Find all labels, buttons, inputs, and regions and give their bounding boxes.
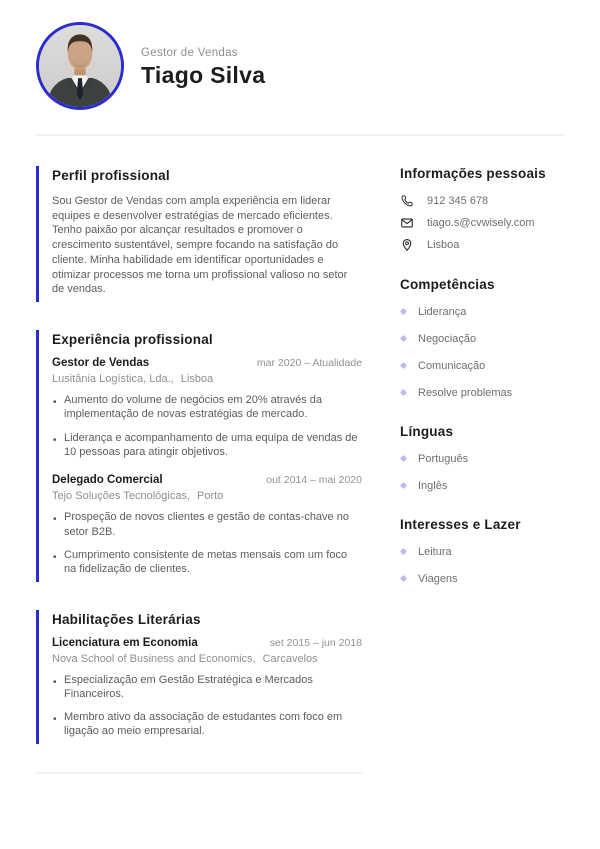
phone-value: 912 345 678 bbox=[427, 195, 489, 207]
job-title: Delegado Comercial bbox=[52, 474, 163, 487]
experience-heading: Experiência profissional bbox=[52, 332, 213, 348]
job-bullet-list bbox=[52, 393, 362, 459]
profile-heading: Perfil profissional bbox=[52, 168, 170, 183]
interest-item bbox=[400, 573, 564, 585]
job-entry-head bbox=[52, 474, 362, 486]
skill-label: Resolve problemas bbox=[418, 387, 513, 399]
location-value: Lisboa bbox=[427, 239, 460, 251]
languages-list bbox=[400, 453, 564, 492]
section-profile bbox=[36, 166, 362, 302]
profile-photo bbox=[36, 22, 124, 110]
section-skills bbox=[400, 277, 564, 399]
skill-item bbox=[400, 360, 564, 372]
contact-row-email bbox=[400, 216, 564, 230]
contact-row-phone bbox=[400, 194, 564, 208]
section-personal-info bbox=[400, 166, 564, 252]
job-entry bbox=[52, 357, 362, 459]
diamond-bullet-icon bbox=[400, 335, 407, 342]
school-name: Nova School of Business and Economics, bbox=[52, 652, 256, 665]
job-subtitle: Gestor de Vendas bbox=[141, 47, 238, 59]
job-entry-head bbox=[52, 357, 362, 369]
education-entry bbox=[52, 637, 362, 739]
header-divider bbox=[36, 134, 564, 136]
header-text bbox=[141, 43, 265, 89]
interest-label: Viagens bbox=[418, 573, 458, 585]
skills-heading: Competências bbox=[400, 277, 495, 292]
language-item bbox=[400, 453, 564, 465]
interests-list bbox=[400, 546, 564, 585]
school-location: Carcavelos bbox=[262, 652, 318, 665]
job-bullet: • Liderança e acompanhamento de uma equipa de vendas de 10 pessoas para atingir objetivos. bbox=[52, 431, 362, 460]
contact-row-location bbox=[400, 238, 564, 252]
contact-list bbox=[400, 194, 564, 252]
education-bullet: • Membro ativo da associação de estudantes com foco em ligação ao meio empresarial. bbox=[52, 710, 362, 739]
job-location: Lisboa bbox=[180, 373, 214, 386]
profile-photo-illustration bbox=[39, 25, 121, 107]
diamond-bullet-icon bbox=[400, 548, 407, 555]
languages-heading: Línguas bbox=[400, 424, 454, 439]
job-location: Porto bbox=[197, 490, 224, 503]
language-label: Inglês bbox=[418, 480, 448, 492]
job-company-line bbox=[52, 490, 362, 502]
section-languages bbox=[400, 424, 564, 492]
diamond-bullet-icon bbox=[400, 389, 407, 396]
footer-divider bbox=[36, 772, 362, 774]
job-company: Tejo Soluções Tecnológicas, bbox=[52, 490, 190, 503]
job-company: Lusitânia Logística, Lda., bbox=[52, 373, 174, 386]
interests-heading: Interesses e Lazer bbox=[400, 517, 521, 532]
diamond-bullet-icon bbox=[400, 482, 407, 489]
content-columns bbox=[36, 166, 564, 774]
diamond-bullet-icon bbox=[400, 455, 407, 462]
skill-label: Comunicação bbox=[418, 360, 486, 372]
interest-label: Leitura bbox=[418, 546, 452, 558]
skill-item bbox=[400, 333, 564, 345]
job-bullet: • Prospeção de novos clientes e gestão de contas-chave no setor B2B. bbox=[52, 510, 362, 539]
main-column bbox=[36, 166, 362, 774]
phone-icon bbox=[400, 194, 414, 208]
email-value: tiago.s@cvwisely.com bbox=[427, 217, 535, 229]
skill-label: Liderança bbox=[418, 306, 467, 318]
job-company-line bbox=[52, 373, 362, 385]
education-entry-head bbox=[52, 637, 362, 649]
language-label: Português bbox=[418, 453, 469, 465]
job-bullet: • Aumento do volume de negócios em 20% através da implementação de novas estratégias de mercado. bbox=[52, 393, 362, 422]
skill-item bbox=[400, 387, 564, 399]
skill-label: Negociação bbox=[418, 333, 477, 345]
candidate-name: Tiago Silva bbox=[141, 62, 266, 88]
skills-list bbox=[400, 306, 564, 399]
diamond-bullet-icon bbox=[400, 362, 407, 369]
language-item bbox=[400, 480, 564, 492]
job-bullet: • Cumprimento consistente de metas mensais com um foco na fidelização de clientes. bbox=[52, 548, 362, 577]
skill-item bbox=[400, 306, 564, 318]
job-title: Gestor de Vendas bbox=[52, 357, 150, 370]
envelope-icon bbox=[400, 216, 414, 230]
job-dates: out 2014 – mai 2020 bbox=[266, 474, 362, 487]
school-line bbox=[52, 653, 362, 665]
diamond-bullet-icon bbox=[400, 575, 407, 582]
degree-title: Licenciatura em Economia bbox=[52, 636, 198, 649]
education-bullet-list bbox=[52, 673, 362, 739]
location-pin-icon bbox=[400, 238, 414, 252]
cv-header bbox=[36, 22, 564, 110]
profile-text: Sou Gestor de Vendas com ampla experiência em liderar equipes e desenvolver estratégias de mercado eficientes. Tenho paixão por alcançar resultados e promover o crescimento sustentável, sempre focando na satisfação do cliente. Minha habilidade em identificar oportunidades e otimizar processos me torna um profissional valioso no setor de vendas. bbox=[52, 195, 348, 296]
sidebar-column bbox=[400, 166, 564, 774]
job-dates: mar 2020 – Atualidade bbox=[256, 357, 362, 370]
job-bullet-list bbox=[52, 510, 362, 576]
interest-item bbox=[400, 546, 564, 558]
section-education bbox=[36, 610, 362, 744]
job-entry bbox=[52, 474, 362, 576]
diamond-bullet-icon bbox=[400, 308, 407, 315]
personal-info-heading: Informações pessoais bbox=[400, 166, 546, 181]
education-heading: Habilitações Literárias bbox=[52, 611, 201, 627]
section-experience bbox=[36, 330, 362, 581]
education-bullet: • Especialização em Gestão Estratégica e Mercados Financeiros. bbox=[52, 673, 362, 702]
section-interests bbox=[400, 517, 564, 585]
degree-dates: set 2015 – jun 2018 bbox=[269, 636, 362, 649]
